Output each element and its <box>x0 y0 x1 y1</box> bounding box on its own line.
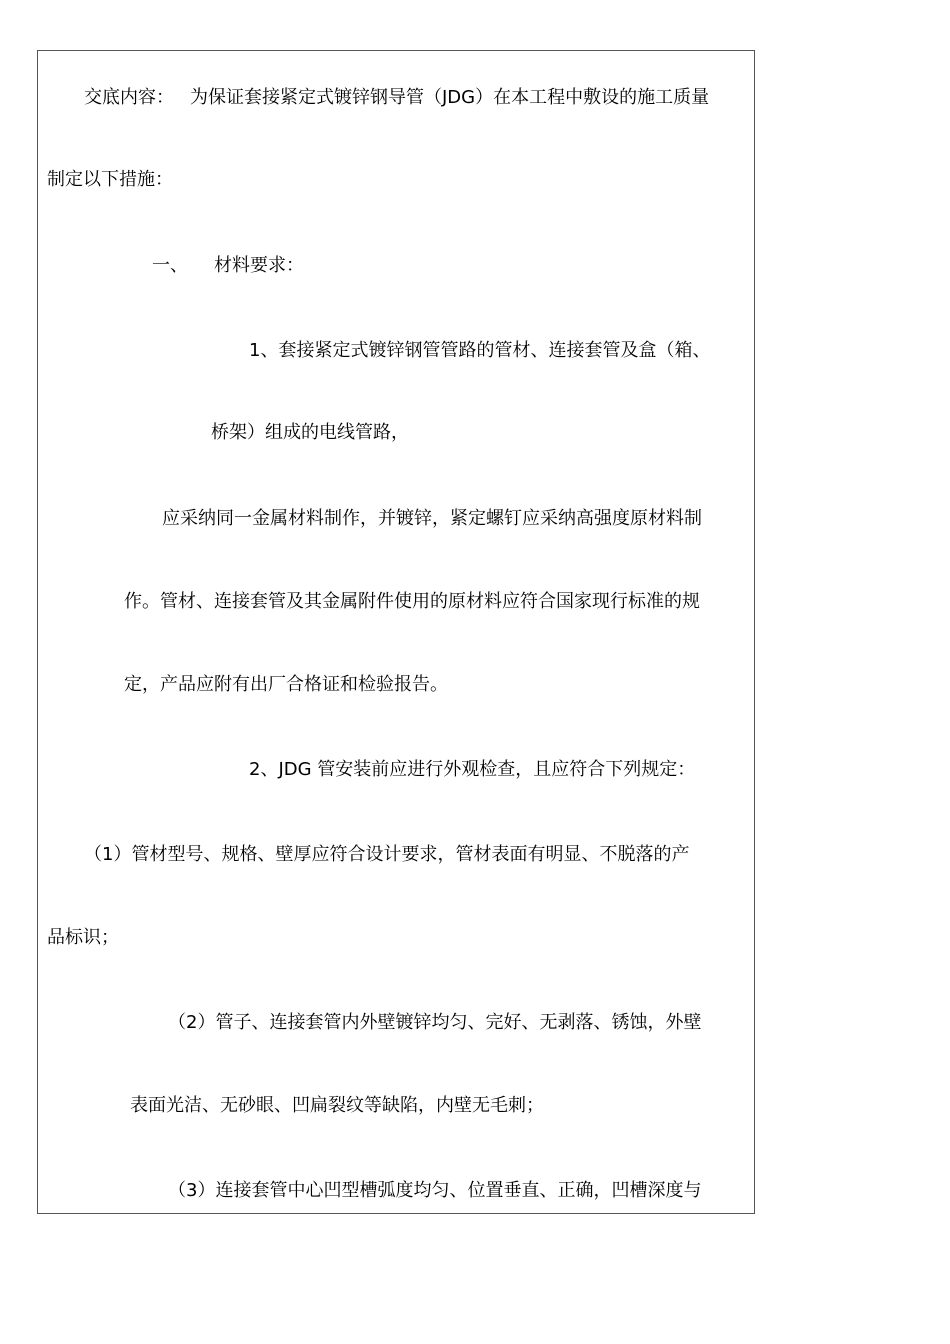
intro-text: 为保证套接紧定式镀锌钢导管（JDG）在本工程中敷设的施工质量 <box>190 87 710 108</box>
item-1-line-5: 定，产品应附有出厂合格证和检验报告。 <box>124 674 448 695</box>
sub-1-line-2: 品标识； <box>47 927 119 948</box>
item-1-line-1: 1、套接紧定式镀锌钢管管路的管材、连接套管及盒（箱、 <box>249 340 711 361</box>
intro-label: 交底内容： <box>84 87 174 108</box>
sub-2-line-2: 表面光洁、无砂眼、凹扁裂纹等缺陷，内壁无毛刺； <box>130 1095 544 1116</box>
item-1-line-4: 作。管材、连接套管及其金属附件使用的原材料应符合国家现行标准的规 <box>124 591 700 612</box>
section-number: 一、 <box>152 255 188 276</box>
intro-line-2: 制定以下措施： <box>47 169 173 190</box>
sub-2-line-1: （2）管子、连接套管内外壁镀锌均匀、完好、无剥落、锈蚀，外壁 <box>168 1012 702 1033</box>
sub-3-line-1: （3）连接套管中心凹型槽弧度均匀、位置垂直、正确，凹槽深度与 <box>168 1180 702 1201</box>
section-heading <box>152 254 304 278</box>
intro-line-1 <box>84 86 709 110</box>
document-frame <box>37 50 755 1214</box>
item-1-line-3: 应采纳同一金属材料制作，并镀锌，紧定螺钉应采纳高强度原材料制 <box>162 508 702 529</box>
item-2-line-1: 2、JDG 管安装前应进行外观检查，且应符合下列规定： <box>249 759 696 780</box>
item-1-line-2: 桥架）组成的电线管路， <box>211 422 409 443</box>
sub-1-line-1: （1）管材型号、规格、壁厚应符合设计要求，管材表面有明显、不脱落的产 <box>84 844 690 865</box>
section-title: 材料要求： <box>214 255 304 276</box>
